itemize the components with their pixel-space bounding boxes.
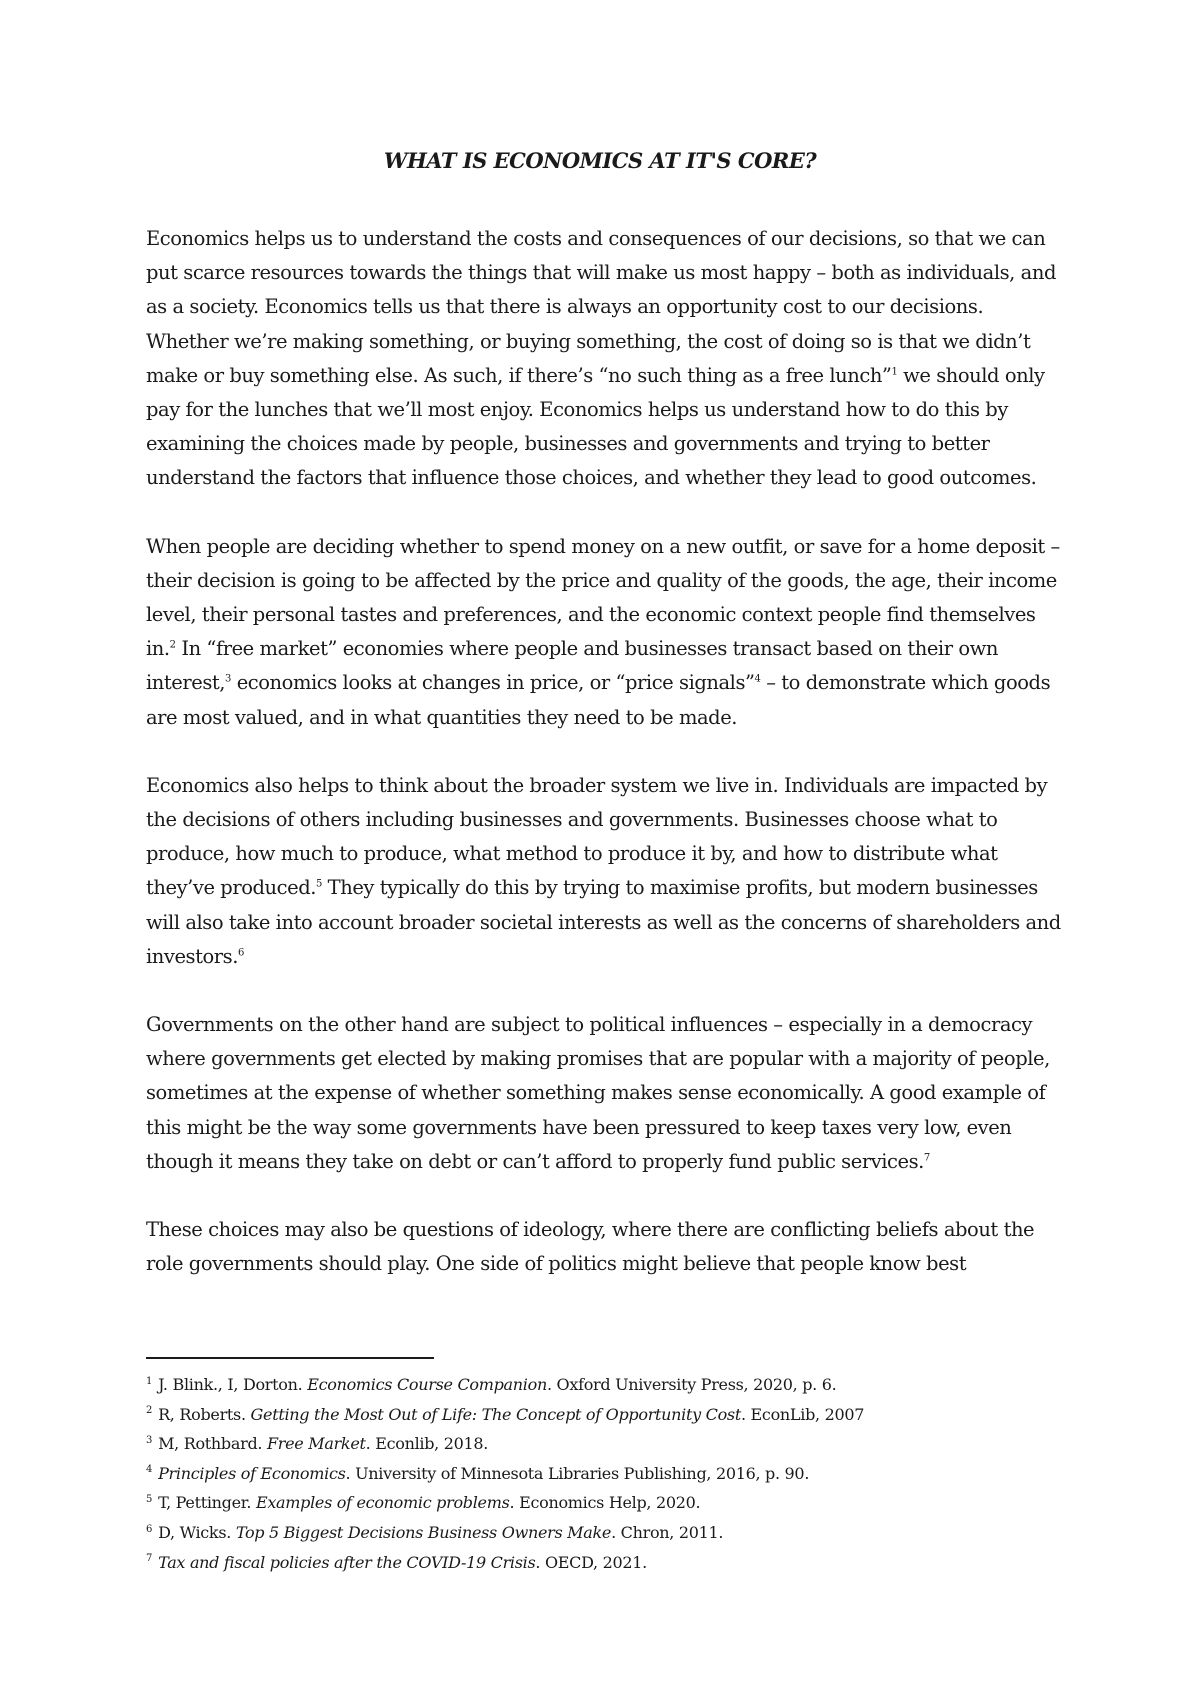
footnote-number: 1 [146, 1375, 153, 1387]
footnote-number: 7 [146, 1553, 153, 1565]
footnote-source: . University of Minnesota Libraries Publishing, 2016, p. 90. [345, 1463, 810, 1483]
paragraph-text: These choices may also be questions of ideology, where there are conflicting beliefs about the role governments should play. One side of politics might believe that people know best [146, 1218, 1035, 1276]
footnote-ref[interactable]: 3 [225, 673, 231, 685]
paragraph-text: Economics also helps to think about the broader system we live in. Individuals are impacted by the decisions of others including businesses and governments. Businesses choose what to produce, how much to produce, what method to produce it by, and how to distribute what they’ve produced. [146, 773, 1048, 900]
footnote [146, 1548, 1066, 1578]
footnote-source: . Economics Help, 2020. [509, 1493, 701, 1513]
footnote-title: Economics Course Companion [307, 1375, 547, 1394]
footnote-author: T, Pettinger. [158, 1493, 256, 1513]
paragraph-text: Governments on the other hand are subject to political influences – especially in a democracy where governments get elected by making promises that are popular with a majority of people, sometimes at the expense of whether something makes sense economically. A good example of this might be the way some governments have been pressured to keep taxes very low, even though it means they take on debt or can’t afford to properly fund public services. [146, 1013, 1050, 1173]
footnote-author: D, Wicks. [158, 1522, 236, 1542]
footnote-source: . OECD, 2021. [535, 1552, 647, 1572]
footnote [146, 1429, 1066, 1459]
paragraph-3 [146, 769, 1066, 974]
footnote-source: . Chron, 2011. [611, 1522, 724, 1542]
footnote [146, 1459, 1066, 1489]
paragraph-1 [146, 222, 1066, 496]
footnote [146, 1400, 1066, 1430]
paragraph-4 [146, 1008, 1066, 1179]
footnote-ref[interactable]: 7 [923, 1152, 930, 1164]
paragraph-text: When people are deciding whether to spend money on a new outfit, or save for a home deposit – their decision is going to be affected by the price and quality of the goods, the age, their income level, their personal tastes and preferences, and the economic context people find themselves in. [146, 534, 1060, 661]
footnote [146, 1370, 1066, 1400]
footnote-number: 6 [146, 1523, 153, 1535]
paragraph-text: Economics helps us to understand the costs and consequences of our decisions, so that we can put scarce resources towards the things that will make us most happy – both as individuals, and as a society. Economics tells us that there is always an opportunity cost to our decisions. Whether we’re making something, or buying something, the cost of doing so is that we didn’t make or buy something else. As such, if there’s “no such thing as a free lunch” [146, 227, 1056, 387]
footnote [146, 1518, 1066, 1548]
footnote-author: M, Rothbard. [158, 1434, 267, 1454]
page-title: WHAT IS ECONOMICS AT IT'S CORE? [383, 148, 817, 173]
footnote-title: Free Market [266, 1434, 366, 1454]
footnote-title: Examples of economic problems [255, 1493, 510, 1513]
paragraph-text: They typically do this by trying to maximise profits, but modern businesses will also take into account broader societal interests as well as the concerns of shareholders and investors. [146, 876, 1061, 968]
footnote-source: . Econlib, 2018. [365, 1434, 489, 1454]
footnote-author: J. Blink., I, Dorton. [158, 1375, 308, 1394]
footnote-title: Tax and fiscal policies after the COVID-19 Crisis [158, 1552, 536, 1572]
footnote-number: 4 [146, 1464, 153, 1476]
paragraph-text: – to demonstrate which goods are most valued, and in what quantities they need to be made. [146, 671, 1051, 729]
footnote-ref[interactable]: 5 [315, 878, 322, 890]
paragraph-text: economics looks at changes in price, or “price signals” [230, 671, 755, 695]
footnote-number: 5 [146, 1494, 153, 1506]
footnote-number: 2 [146, 1405, 153, 1417]
paragraph-text: we should only pay for the lunches that we’ll most enjoy. Economics helps us understand how to do this by examining the choices made by people, businesses and governments and trying to better understand the factors that influence those choices, and whether they lead to good outcomes. [146, 363, 1045, 490]
footnote-number: 3 [146, 1434, 153, 1446]
paragraph-2 [146, 530, 1066, 735]
footnote-ref[interactable]: 6 [237, 947, 244, 959]
body-text [146, 222, 1066, 1315]
footnote-title: Getting the Most Out of Life: The Concept of Opportunity Cost [250, 1404, 741, 1424]
footnote-title: Principles of Economics [158, 1463, 346, 1483]
footnotes [146, 1370, 1066, 1577]
footnote-ref[interactable]: 2 [169, 639, 176, 651]
footnote-source: . EconLib, 2007 [740, 1404, 865, 1424]
footnote [146, 1488, 1066, 1518]
footnote-ref[interactable]: 4 [754, 673, 761, 685]
paragraph-text: In “free market” economies where people and businesses transact based on their own interest, [146, 637, 998, 695]
footnote-separator [146, 1357, 434, 1359]
footnote-ref[interactable]: 1 [891, 366, 898, 378]
footnote-title: Top 5 Biggest Decisions Business Owners Make [235, 1522, 612, 1542]
footnote-source: . Oxford University Press, 2020, p. 6. [546, 1375, 837, 1394]
paragraph-5 [146, 1213, 1066, 1281]
footnote-author: R, Roberts. [158, 1404, 251, 1424]
